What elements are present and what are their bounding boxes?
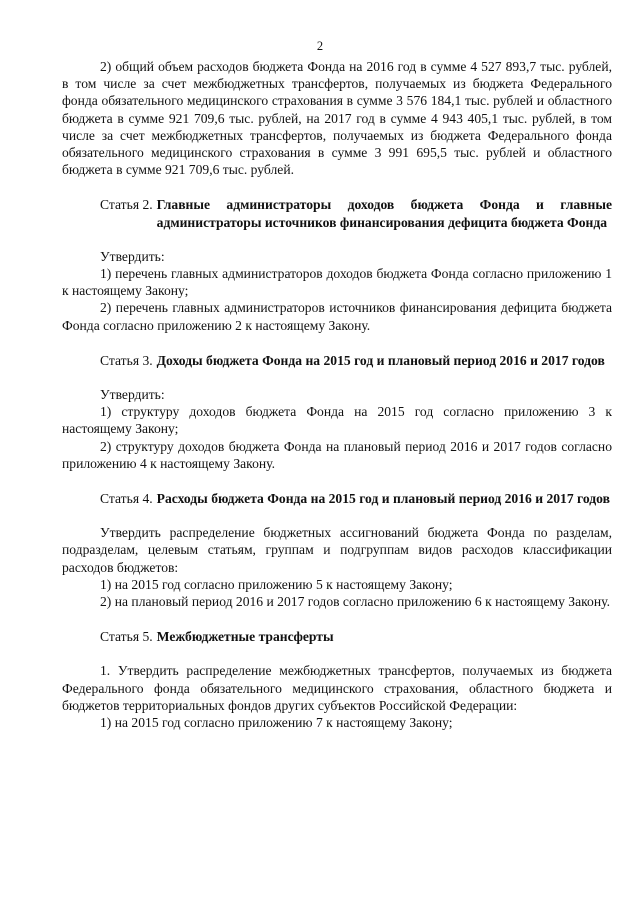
intro-paragraph: 2) общий объем расходов бюджета Фонда на 2016 год в сумме 4 527 893,7 тыс. рублей, в том числе за счет межбюджетных трансфертов, получаемых из бюджета Федерального фонда обязательного медицинского страхования в сумме 3 576 184,1 тыс. рублей и областного бюджета в сумме 921 709,6 тыс. рублей, на 2017 год в сумме 4 943 405,1 тыс. рублей, в том числе за счет межбюджетных трансфертов, получаемых из бюджета Федерального фонда обязательного медицинского страхования в сумме 3 991 695,5 тыс. рублей и областного бюджета в сумме 921 709,6 тыс. рублей. (62, 59, 612, 178)
article-4-item-1: 1) на 2015 год согласно приложению 5 к настоящему Закону; (100, 576, 453, 592)
article-5-title: Межбюджетные трансферты (156, 629, 334, 645)
article-4-title: Расходы бюджета Фонда на 2015 год и плановый период 2016 и 2017 годов (156, 491, 610, 507)
article-3-item-2: 2) структуру доходов бюджета Фонда на плановый период 2016 и 2017 годов согласно приложению 4 к настоящему Закону. (62, 438, 612, 471)
article-4-heading (62, 490, 612, 507)
article-2-number: Статья 2. (100, 197, 153, 213)
article-3-title: Доходы бюджета Фонда на 2015 год и плановый период 2016 и 2017 годов (156, 352, 605, 368)
article-3-lead: Утвердить: (100, 387, 165, 403)
article-2-item-2: 2) перечень главных администраторов источников финансирования дефицита бюджета Фонда согласно приложению 2 к настоящему Закону. (62, 300, 612, 333)
article-5-item-1: 1) на 2015 год согласно приложению 7 к настоящему Закону; (100, 715, 453, 731)
article-2-heading (62, 196, 612, 230)
article-3-item-1: 1) структуру доходов бюджета Фонда на 2015 год согласно приложению 3 к настоящему Закону; (62, 404, 612, 437)
article-2-title: Главные администраторы доходов бюджета Фонда и главные администраторы источников финансирования дефицита бюджета Фонда (156, 197, 612, 230)
article-2-item-1: 1) перечень главных администраторов доходов бюджета Фонда согласно приложению 1 к настоящему Закону; (62, 266, 612, 299)
article-3-number: Статья 3. (100, 352, 153, 368)
article-5-heading (62, 628, 612, 645)
article-5-lead: 1. Утвердить распределение межбюджетных трансфертов, получаемых из бюджета Федерального фонда обязательного медицинского страхования, областного бюджета и бюджетов территориальных фондов других субъектов Российской Федерации: (62, 663, 612, 713)
page-number: 2 (316, 39, 324, 53)
article-2-lead: Утвердить: (100, 248, 165, 264)
article-4-lead: Утвердить распределение бюджетных ассигнований бюджета Фонда по разделам, подразделам, целевым статьям, группам и подгруппам видов расходов классификации расходов бюджетов: (62, 525, 612, 575)
article-4-item-2: 2) на плановый период 2016 и 2017 годов согласно приложению 6 к настоящему Закону. (100, 594, 610, 610)
article-4-number: Статья 4. (100, 491, 153, 507)
document-body (62, 58, 612, 731)
article-5-number: Статья 5. (100, 629, 153, 645)
article-3-heading (62, 352, 612, 369)
